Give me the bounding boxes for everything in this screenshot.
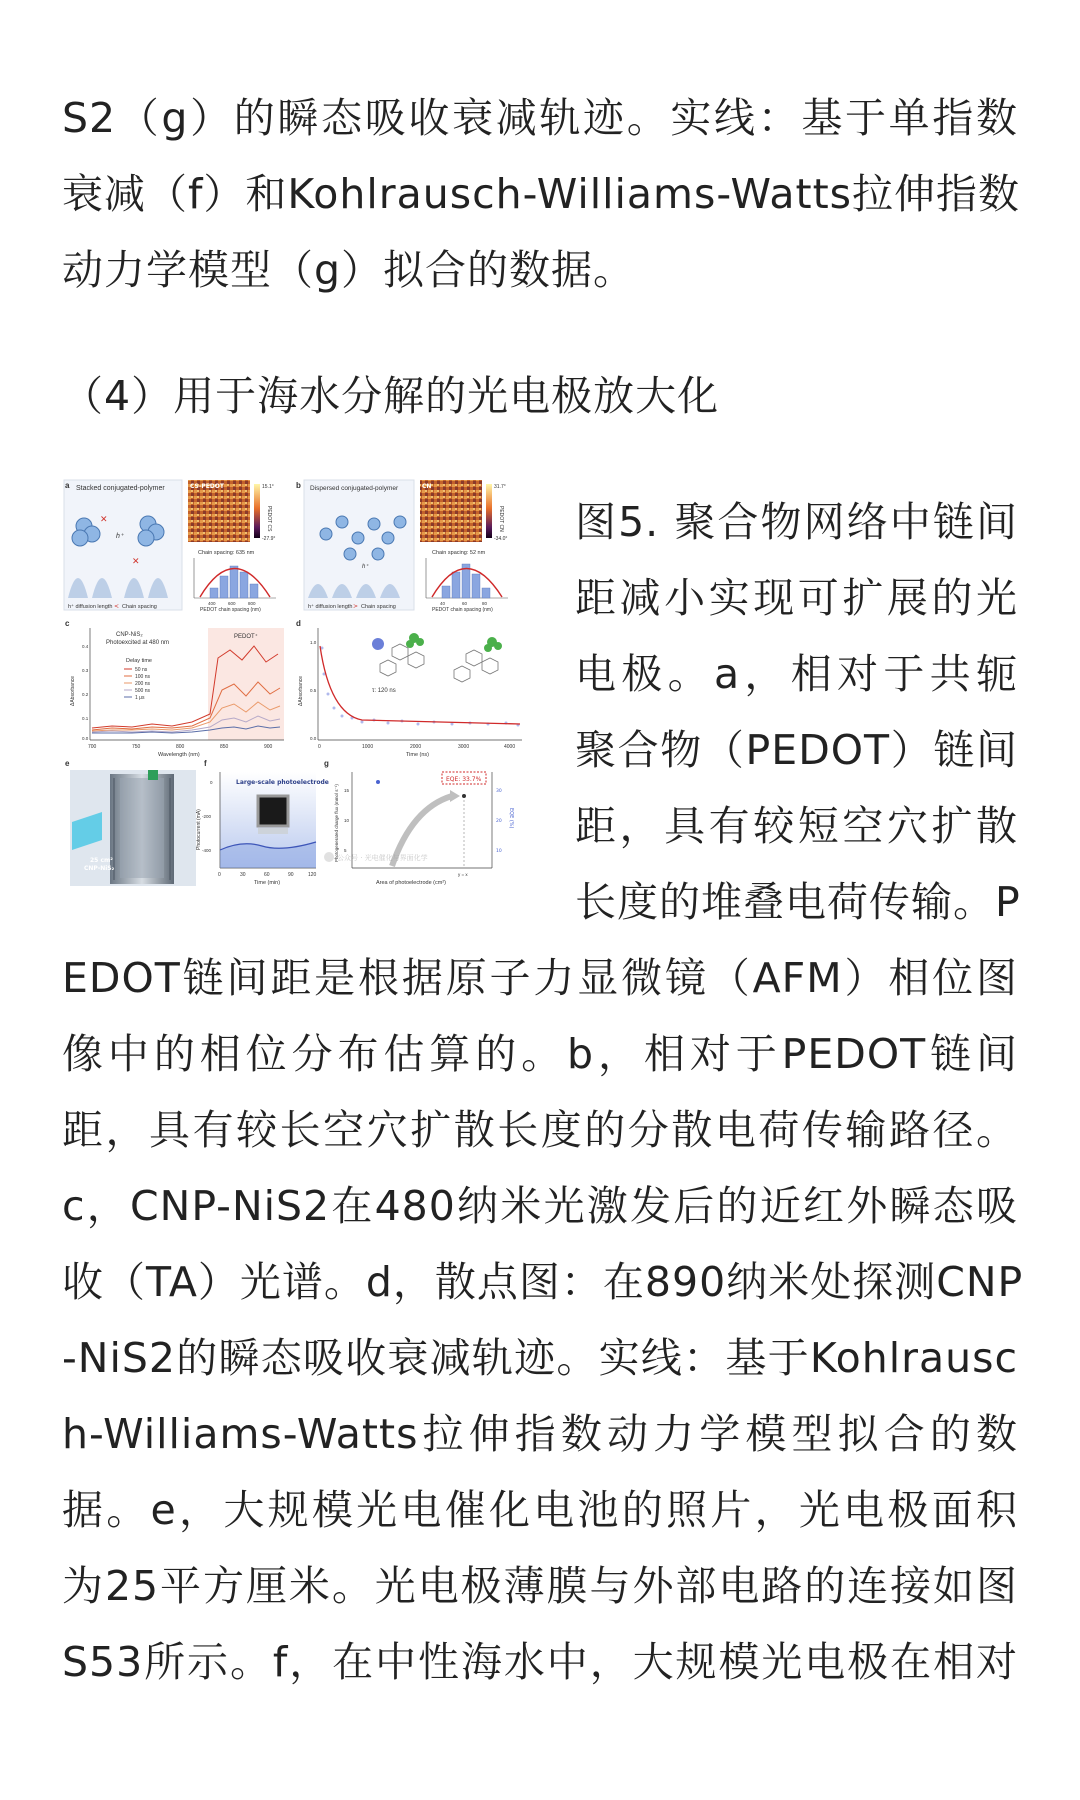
panel-d-clusters: [406, 633, 502, 652]
panel-d-xlabel: Time (ns): [406, 752, 430, 758]
panel-d-molecule-2: [454, 650, 498, 682]
panel-c-title2: Photoexcited at 480 nm: [106, 640, 170, 646]
panel-f-inset-ruler: [258, 828, 288, 834]
panel-b-footer-op: >: [353, 603, 359, 610]
section-heading: （4）用于海水分解的光电极放大化: [62, 372, 720, 420]
panel-b-footer-right: Chain spacing: [361, 604, 396, 610]
panel-c-legend-5: 1 μs: [135, 695, 145, 701]
panel-c-legend: [124, 667, 151, 701]
intro-line-3: 动力学模型（g）拟合的数据。: [62, 246, 636, 294]
panel-a-tick-1: 400: [208, 601, 216, 606]
panel-b-tick-2: 60: [462, 601, 468, 606]
panel-a-cbar-label: PEDOT CS: [266, 506, 272, 532]
panel-g-y2tick-3: 10: [496, 849, 502, 854]
panel-a-letter: a: [65, 481, 70, 490]
panel-c-title1: CNP-NiS₂: [116, 632, 143, 638]
panel-d-molecule-1: [380, 644, 424, 676]
panel-b-xlabel: PEDOT chain spacing (nm): [432, 607, 493, 613]
panel-c-legend-4: 500 ns: [135, 688, 151, 694]
panel-g-eqe: EQE: 33.7%: [446, 776, 482, 783]
panel-a-cross-1: ✕: [100, 515, 108, 525]
panel-b-cbar-top: 31.7°: [494, 484, 506, 490]
panel-c: [65, 619, 284, 758]
panel-d-xtick-5: 4000: [504, 744, 516, 750]
panel-g-y2tick-1: 30: [496, 789, 502, 794]
panel-b-histogram: [426, 550, 508, 613]
caption-line-3: 距，具有较长空穴扩散长度的分散电荷传输路径。: [62, 1106, 1018, 1154]
panel-d-xtick-2: 1000: [362, 744, 374, 750]
panel-f-xtick-4: 90: [288, 872, 294, 878]
panel-b-tick-3: 80: [482, 601, 488, 606]
panel-c-ytick-3: 0.2: [82, 692, 89, 697]
panel-b-tick-1: 40: [440, 601, 446, 606]
panel-b: [296, 480, 508, 613]
caption-line-8: 据。e，大规模光电催化电池的照片，光电极面积: [62, 1486, 1018, 1534]
figure-5: [62, 478, 542, 918]
panel-d-xtick-3: 2000: [410, 744, 422, 750]
panel-e-label1: 25 cm²: [90, 857, 113, 864]
panel-g-y2label: EQE (%): [508, 808, 514, 829]
panel-c-xtick-3: 800: [176, 744, 185, 750]
panel-a: [64, 480, 276, 613]
watermark-text: 公众号 · 光电催化与界面化学: [337, 854, 428, 862]
caption-line-4: c，CNP-NiS2在480纳米光激发后的近红外瞬态吸: [62, 1182, 1018, 1230]
panel-d-xtick-1: 0: [318, 744, 321, 750]
panel-g-letter: g: [324, 759, 329, 768]
caption-line-2: 像中的相位分布估算的。b，相对于PEDOT链间: [62, 1030, 1018, 1078]
panel-a-tick-2: 600: [228, 601, 236, 606]
caption-line-1: EDOT链间距是根据原子力显微镜（AFM）相位图: [62, 954, 1018, 1002]
panel-a-footer-op: <: [114, 603, 120, 610]
panel-a-tick-3: 800: [248, 601, 256, 606]
panel-a-histogram: [194, 550, 276, 613]
panel-a-bars: [210, 566, 258, 598]
panel-g-ytick-3: 5: [344, 848, 347, 853]
caption-line-10: S53所示。f，在中性海水中，大规模光电极在相对: [62, 1638, 1018, 1686]
panel-g-ytick-2: 10: [344, 818, 350, 823]
panel-c-ytick-4: 0.1: [82, 716, 89, 721]
panel-e-label2: CNP-NiS₂: [84, 865, 115, 872]
panel-b-footer-left: h⁺ diffusion length: [308, 604, 353, 610]
panel-f-ytick-1: 0: [210, 780, 213, 785]
panel-a-xlabel: PEDOT chain spacing (nm): [200, 607, 261, 613]
panel-d-ytick-1: 1.0: [310, 640, 317, 645]
panel-c-xlabel: Wavelength (nm): [158, 752, 200, 758]
intro-line-1: S2（g）的瞬态吸收衰减轨迹。实线：基于单指数: [62, 94, 1018, 142]
caption-side-line-3: 电极。a，相对于共轭: [575, 650, 1018, 698]
panel-a-title: Stacked conjugated-polymer: [76, 485, 165, 492]
caption-side-line-5: 距，具有较短空穴扩散: [575, 802, 1018, 850]
panel-c-highlight: [208, 628, 284, 740]
panel-e: [65, 759, 196, 886]
panel-a-colorbar: [254, 484, 260, 538]
panel-b-hole: h⁺: [362, 564, 369, 570]
panel-g-ytick-1: 15: [344, 788, 350, 793]
panel-d: [296, 619, 522, 758]
panel-f-xtick-3: 60: [264, 872, 270, 878]
panel-c-legend-2: 100 ns: [135, 674, 151, 680]
caption-side-line-1: 图5. 聚合物网络中链间: [575, 498, 1018, 546]
panel-c-legend-3: 200 ns: [135, 681, 151, 687]
panel-f: [196, 759, 329, 886]
panel-c-xtick-1: 700: [88, 744, 97, 750]
panel-a-cbar-bottom: -27.9°: [262, 536, 276, 542]
panel-d-annotation: τ: 120 ns: [372, 688, 396, 694]
panel-a-footer-left: h⁺ diffusion length: [68, 604, 113, 610]
panel-g-y2tick-2: 20: [496, 819, 502, 824]
panel-d-ylabel: ΔAbsorbance: [298, 675, 304, 706]
caption-line-6: -NiS2的瞬态吸收衰减轨迹。实线：基于Kohlrausc: [62, 1334, 1018, 1382]
panel-g-xlabel: Area of photoelectrode (cm²): [376, 880, 447, 886]
panel-g-ylabel: Photogenerated charge flux (mmol s⁻¹): [334, 784, 339, 862]
panel-b-cbar-label: PEDOT CN: [498, 506, 504, 532]
panel-c-letter: c: [65, 619, 70, 628]
panel-f-xtick-2: 30: [240, 872, 246, 878]
panel-f-xtick-1: 0: [218, 872, 221, 878]
panel-f-ytick-3: -400: [202, 848, 212, 853]
panel-c-legend-title: Delay time: [126, 658, 152, 664]
watermark-icon: [324, 852, 334, 862]
panel-c-xtick-2: 750: [132, 744, 141, 750]
panel-f-inset: [258, 796, 288, 826]
panel-a-footer-right: Chain spacing: [122, 604, 157, 610]
panel-g-point-flux: [462, 794, 466, 798]
caption-side-line-6: 长度的堆叠电荷传输。P: [575, 878, 1021, 926]
panel-d-ytick-3: 0.0: [310, 736, 317, 741]
panel-f-title: Large-scale photoelectrode: [236, 779, 329, 786]
panel-a-cross-2: ✕: [132, 557, 140, 567]
panel-a-afm-label: CS-PEDOT: [190, 483, 224, 490]
panel-a-cbar-top: 15.1°: [262, 484, 274, 490]
panel-g-point-eqe: [376, 780, 380, 784]
panel-b-spacing: Chain spacing: 52 nm: [432, 550, 486, 556]
panel-f-xlabel: Time (min): [254, 880, 281, 886]
panel-c-ytick-2: 0.3: [82, 668, 89, 673]
figure-5-graphic: [62, 478, 542, 918]
panel-b-letter: b: [296, 481, 301, 490]
panel-d-ytick-2: 0.5: [310, 688, 317, 693]
caption-line-9: 为25平方厘米。光电极薄膜与外部电路的连接如图: [62, 1562, 1018, 1610]
panel-b-colorbar: [486, 484, 492, 538]
panel-a-spacing: Chain spacing: 635 nm: [198, 550, 255, 556]
panel-g: [324, 759, 514, 886]
panel-c-legend-1: 50 ns: [135, 667, 148, 673]
panel-c-ytick-1: 0.4: [82, 644, 89, 649]
panel-g-xtick: y = x: [458, 872, 468, 877]
panel-b-title: Dispersed conjugated-polymer: [310, 485, 399, 492]
panel-c-ylabel: ΔAbsorbance: [70, 675, 76, 706]
panel-e-tube: [148, 770, 158, 780]
panel-b-afm-label: CN: [422, 483, 432, 490]
panel-d-badge: [372, 638, 384, 650]
caption-line-5: 收（TA）光谱。d，散点图：在890纳米处探测CNP: [62, 1258, 1024, 1306]
panel-c-ytick-5: 0.0: [82, 736, 89, 741]
panel-d-letter: d: [296, 619, 301, 628]
panel-f-letter: f: [204, 759, 207, 768]
figure-watermark: [324, 852, 428, 862]
panel-f-ytick-2: -200: [202, 814, 212, 819]
panel-c-xtick-4: 850: [220, 744, 229, 750]
panel-a-hole: h⁺: [116, 533, 124, 540]
caption-side-line-4: 聚合物（PEDOT）链间: [575, 726, 1018, 774]
panel-b-cbar-bottom: -34.0°: [494, 536, 508, 542]
caption-side-line-2: 距减小实现可扩展的光: [575, 574, 1018, 622]
panel-c-tag: PEDOT⁺: [234, 634, 258, 640]
panel-c-xtick-5: 900: [264, 744, 273, 750]
panel-f-xtick-5: 120: [308, 872, 317, 878]
panel-e-letter: e: [65, 759, 70, 768]
intro-line-2: 衰减（f）和Kohlrausch-Williams-Watts拉伸指数: [62, 170, 1021, 218]
panel-d-xtick-4: 3000: [458, 744, 470, 750]
caption-line-7: h-Williams-Watts拉伸指数动力学模型拟合的数: [62, 1410, 1018, 1458]
panel-f-ylabel: Photocurrent (mA): [196, 809, 202, 850]
